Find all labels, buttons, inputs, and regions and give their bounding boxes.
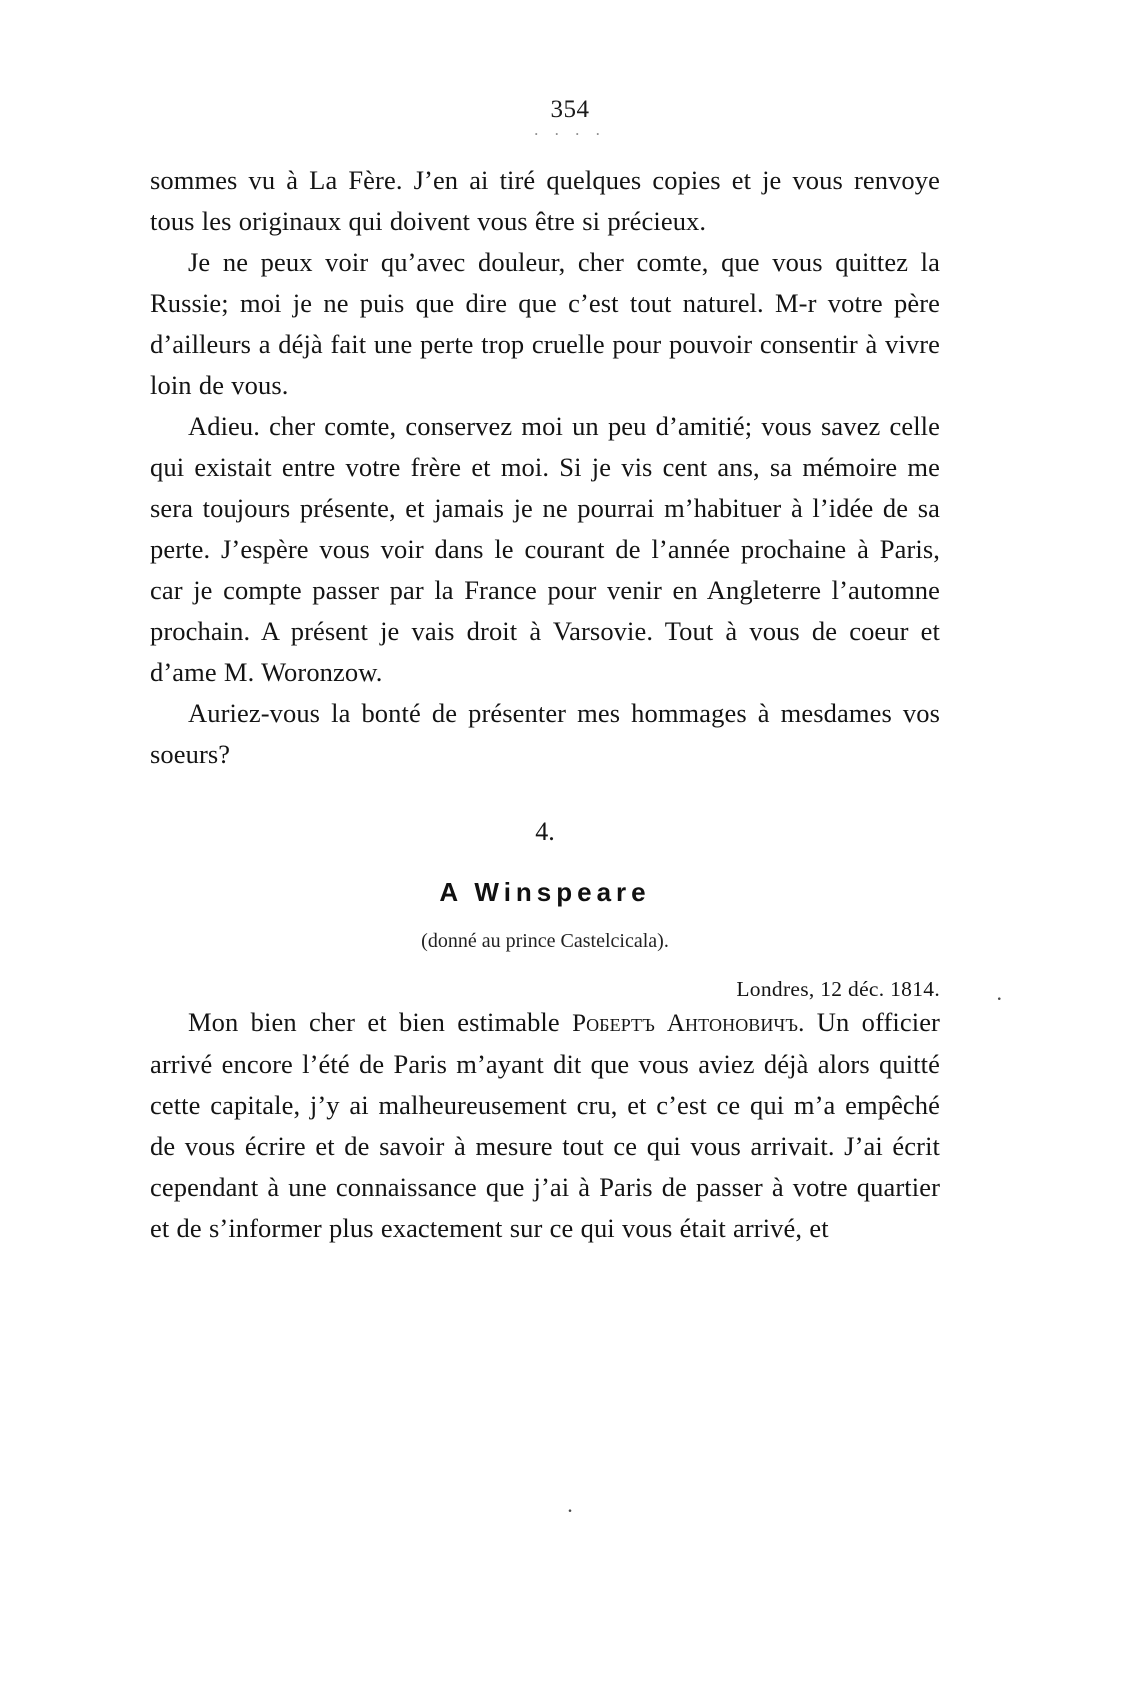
- paragraph: Auriez-vous la bonté de présenter mes hommages à mesdames vos soeurs?: [150, 698, 940, 769]
- margin-mark-right: .: [996, 980, 1002, 1005]
- page-body: [150, 160, 940, 1249]
- page-number: 354: [550, 96, 590, 123]
- paragraph: Je ne peux voir qu’avec douleur, cher comte, que vous quittez la Russie; moi je ne puis que dire que c’est tout naturel. M-r votre père d’ailleurs a déjà fait une perte trop cruelle pour pouvoir consentir à vivre loin de vous.: [150, 247, 940, 400]
- letter-title: A Winspeare: [439, 877, 651, 907]
- paragraph: sommes vu à La Fère. J’en ai tiré quelques copies et je vous renvoye tous les originaux qui doivent vous être si précieux.: [150, 165, 940, 236]
- letter-place-date: Londres, 12 déc. 1814.: [736, 977, 940, 1001]
- letter-paragraph: [150, 1002, 940, 1249]
- letter-paragraph-lead: Mon bien cher et bien estimable: [188, 1007, 573, 1037]
- margin-mark-bottom: .: [567, 1492, 573, 1517]
- paragraph: Adieu. cher comte, conservez moi un peu d’amitié; vous savez celle qui existait entre votre frère et moi. Si je vis cent ans, sa mémoire me sera toujours présente, et jamais je ne pourrai m’habituer à l’idée de sa perte. J’espère vous voir dans le courant de l’année prochaine à Paris, car je compte passer par la France pour venir en Angleterre l’automne prochain. A présent je vais droit à Varsovie. Tout à vous de coeur et d’ame M. Woronzow.: [150, 411, 940, 687]
- letter-subtitle: (donné au prince Castelcicala).: [421, 930, 669, 952]
- header-dots: . . . .: [534, 120, 606, 139]
- letter-number: 4.: [535, 817, 555, 846]
- letter-paragraph-rest: Un officier arrivé encore l’été de Paris m’ayant dit que vous aviez déjà alors quitté cette capitale, j’y ai malheureusement cru, et c’est ce qui m’a empêché de vous écrire et de savoir à mesure tout ce qui vous arrivait. J’ai écrit cependant à une connaissance que j’ai à Paris de passer à votre quartier et de s’informer plus exactement sur ce qui vous était arrivé, et: [150, 1007, 940, 1243]
- letter-paragraph-cyrillic-name: Робертъ Антоновичъ.: [572, 1010, 805, 1037]
